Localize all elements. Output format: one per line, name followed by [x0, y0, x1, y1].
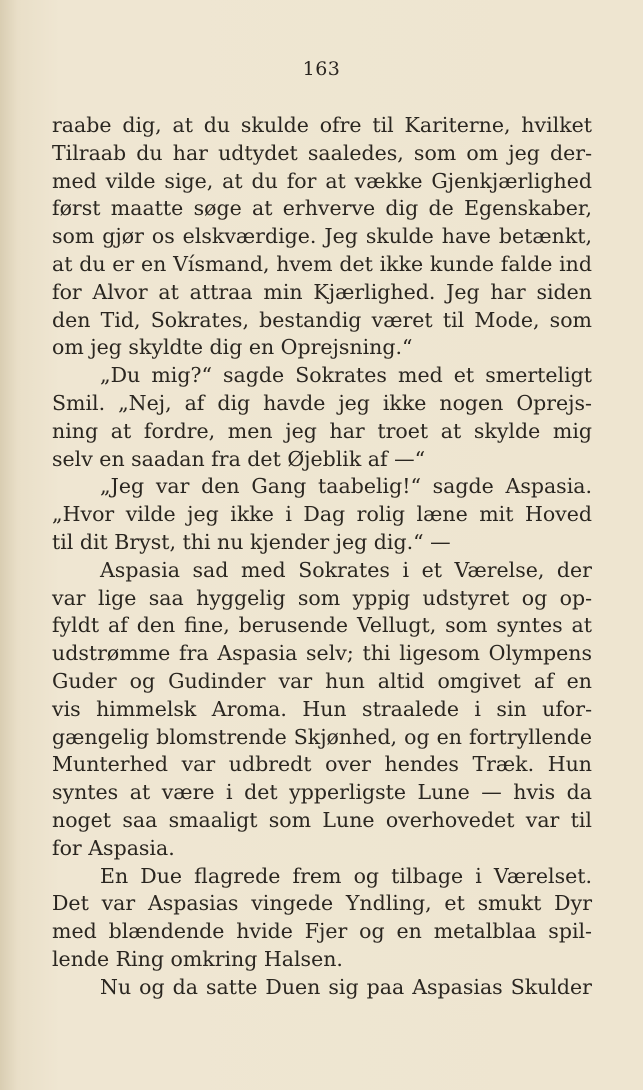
text-line: gængelig blomstrende Skjønhed, og en fortryllende — [52, 724, 592, 749]
text-line: noget saa smaaligt som Lune overhovedet var til — [52, 807, 592, 832]
text-line: „Jeg var den Gang taabelig!“ sagde Aspasia. — [100, 474, 592, 499]
page-number: 163 — [302, 58, 341, 80]
text-line: Aspasia sad med Sokrates i et Værelse, der — [100, 557, 592, 582]
text-line: selv en saadan fra det Øjeblik af —“ — [52, 446, 426, 471]
text-line: den Tid, Sokrates, bestandig været til Mode, som — [52, 307, 592, 332]
text-line: var lige saa hyggelig som yppig udstyret og op- — [52, 585, 592, 610]
text-line: at du er en Vísmand, hvem det ikke kunde falde ind — [52, 251, 592, 276]
text-line: syntes at være i det ypperligste Lune — hvis da — [52, 780, 592, 805]
text-line: lende Ring omkring Halsen. — [52, 946, 343, 971]
text-line: En Due flagrede frem og tilbage i Værelset. — [100, 863, 592, 888]
text-line: til dit Bryst, thi nu kjender jeg dig.“ — — [52, 529, 451, 554]
body-text — [52, 112, 592, 1002]
text-line: udstrømme fra Aspasia selv; thi ligesom Olympens — [52, 641, 592, 666]
text-line: med blændende hvide Fjer og en metalblaa spil- — [52, 919, 592, 944]
text-line: Det var Aspasias vingede Yndling, et smukt Dyr — [52, 891, 592, 916]
text-line: Smil. „Nej, af dig havde jeg ikke nogen Oprejs- — [52, 390, 592, 415]
text-line: om jeg skyldte dig en Oprejsning.“ — [52, 335, 413, 360]
text-line: som gjør os elskværdige. Jeg skulde have betænkt, — [52, 224, 592, 249]
text-line: raabe dig, at du skulde ofre til Kariterne, hvilket — [52, 113, 592, 137]
text-line: Guder og Gudinder var hun altid omgivet af en — [52, 668, 592, 693]
text-line: for Aspasia. — [52, 835, 175, 860]
text-line: først maatte søge at erhverve dig de Egenskaber, — [52, 196, 592, 221]
text-line: Tilraab du har udtydet saaledes, som om jeg der- — [52, 140, 592, 165]
text-line: „Du mig?“ sagde Sokrates med et smerteligt — [100, 363, 592, 388]
text-line: for Alvor at attraa min Kjærlighed. Jeg har siden — [52, 279, 592, 304]
text-line: „Hvor vilde jeg ikke i Dag rolig læne mit Hoved — [52, 502, 592, 527]
text-line: Nu og da satte Duen sig paa Aspasias Skulder — [100, 974, 592, 999]
text-line: fyldt af den fine, berusende Vellugt, som syntes at — [52, 613, 592, 638]
text-line: Munterhed var udbredt over hendes Træk. Hun — [52, 752, 592, 777]
text-line: med vilde sige, at du for at vække Gjenkjærlighed — [52, 168, 592, 193]
text-line: vis himmelsk Aroma. Hun straalede i sin ufor- — [52, 696, 592, 721]
text-line: ning at fordre, men jeg har troet at skylde mig — [52, 418, 592, 443]
